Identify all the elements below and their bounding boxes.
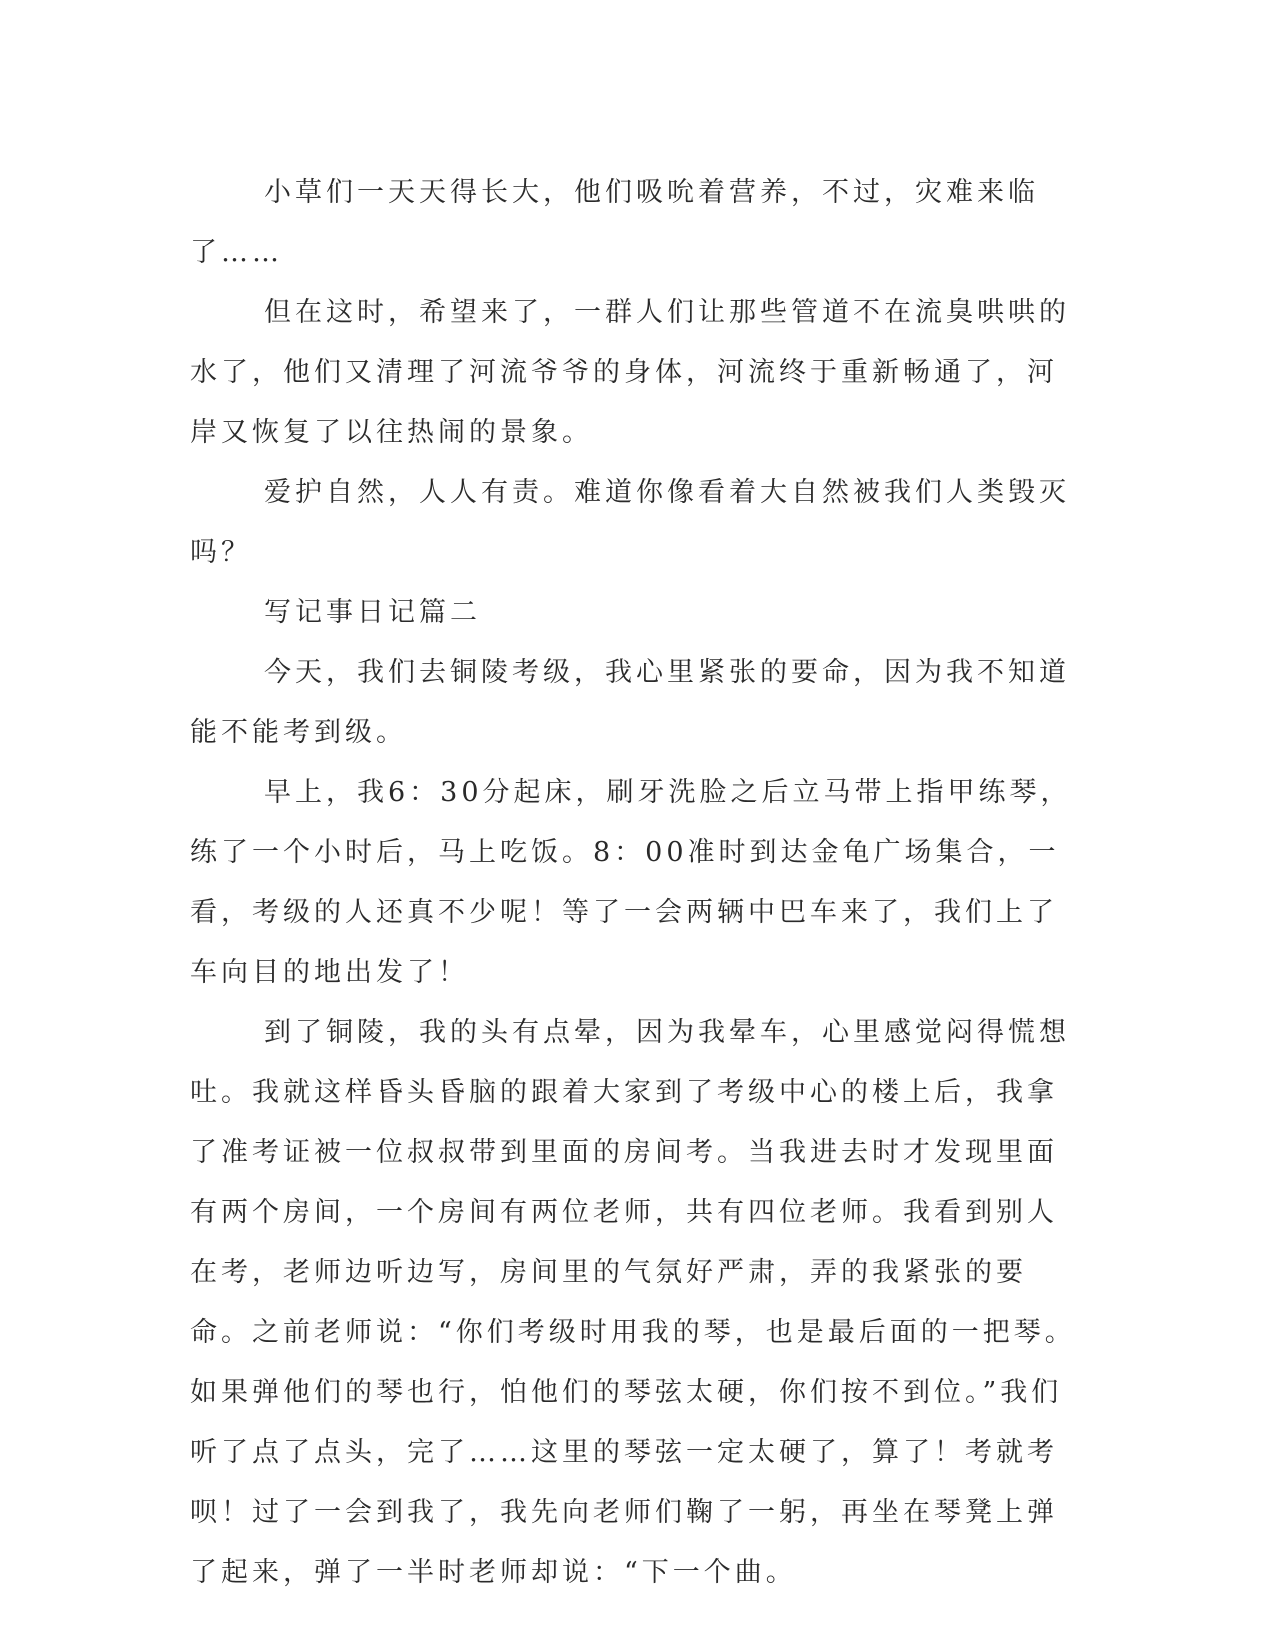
section-heading: 写记事日记篇二 <box>264 597 481 628</box>
paragraph-grass: 小草们一天天得长大，他们吸吮着营养，不过，灾难来临了…… <box>190 177 1039 268</box>
document-body <box>190 163 1080 1603</box>
paragraph-hope: 但在这时，希望来了，一群人们让那些管道不在流臭哄哄的水了，他们又清理了河流爷爷的身体，河流终于重新畅通了，河岸又恢复了以往热闹的景象。 <box>190 297 1070 448</box>
paragraph-tongling: 到了铜陵，我的头有点晕，因为我晕车，心里感觉闷得慌想吐。我就这样昏头昏脑的跟着大家到了考级中心的楼上后，我拿了准考证被一位叔叔带到里面的房间考。当我进去时才发现里面有两个房间，一个房间有两位老师，共有四位老师。我看到别人在考，老师边听边写，房间里的气氛好严肃，弄的我紧张的要命。之前老师说：“你们考级时用我的琴，也是最后面的一把琴。如果弹他们的琴也行，怕他们的琴弦太硬，你们按不到位。”我们听了点了点头，完了……这里的琴弦一定太硬了，算了！考就考呗！过了一会到我了，我先向老师们鞠了一躬，再坐在琴凳上弹了起来，弹了一半时老师却说：“下一个曲。 <box>190 1017 1076 1588</box>
paragraph-exam-day: 今天，我们去铜陵考级，我心里紧张的要命，因为我不知道能不能考到级。 <box>190 657 1070 748</box>
paragraph-morning: 早上，我6：30分起床，刷牙洗脸之后立马带上指甲练琴，练了一个小时后，马上吃饭。8：00准时到达金龟广场集合，一看，考级的人还真不少呢！等了一会两辆中巴车来了，我们上了车向目的地出发了！ <box>190 777 1072 988</box>
paragraph-protect-nature: 爱护自然，人人有责。难道你像看着大自然被我们人类毁灭吗？ <box>190 477 1070 568</box>
